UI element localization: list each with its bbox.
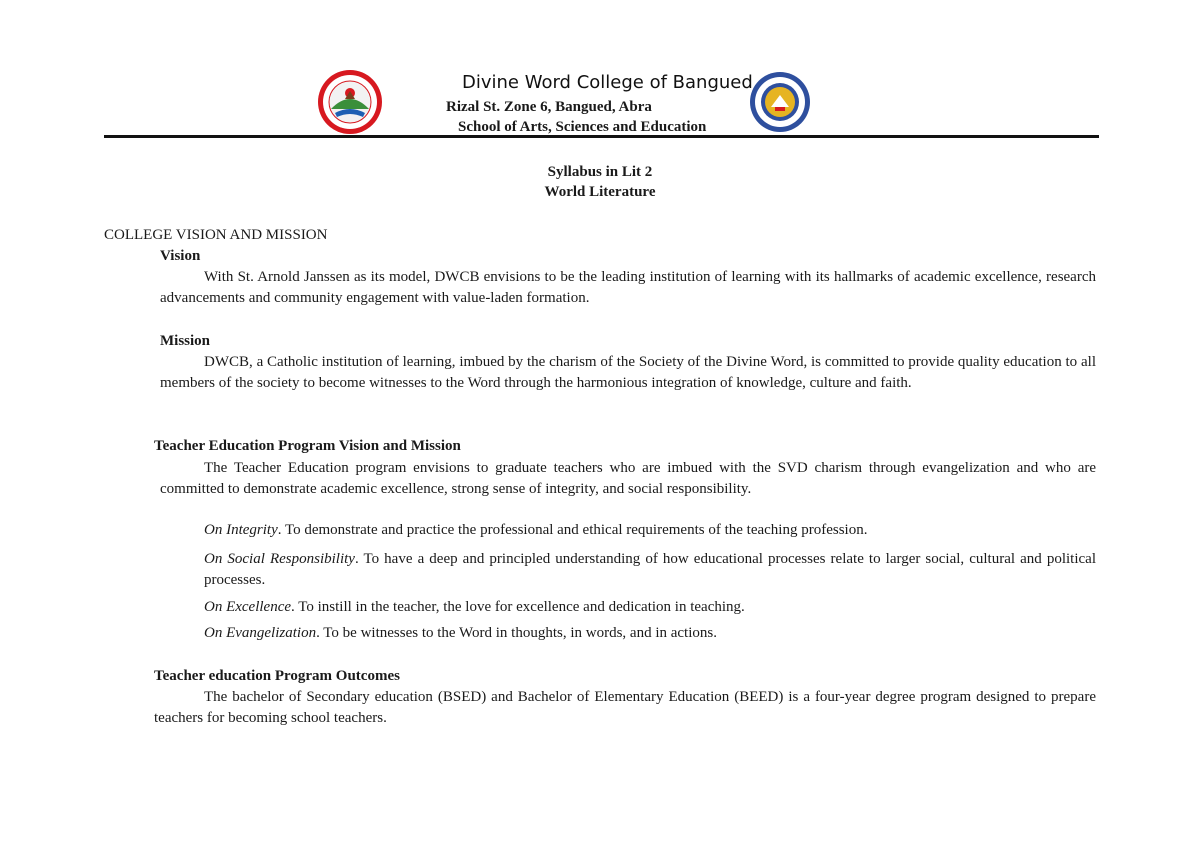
- school-seal-icon: [749, 69, 811, 135]
- objective-integrity: [204, 520, 1096, 541]
- objective-excellence: [204, 597, 1096, 618]
- mission-heading: Mission: [160, 333, 211, 349]
- objective-desc: . To have a deep and principled understanding of how educational processes relate to larger social, cultural and political processes.: [204, 551, 1096, 588]
- outcomes-text: The bachelor of Secondary education (BSED) and Bachelor of Elementary Education (BEED) is a four-year degree program designed to prepare teachers for becoming school teachers.: [154, 689, 1096, 726]
- college-name: Divine Word College of Bangued: [462, 72, 753, 93]
- outcomes-heading: Teacher education Program Outcomes: [154, 668, 400, 684]
- objective-term: On Excellence: [204, 599, 292, 615]
- objective-social-responsibility: [204, 549, 1096, 591]
- objective-evangelization: [204, 623, 1096, 644]
- college-seal-icon: [317, 69, 383, 135]
- objective-term: On Evangelization: [204, 625, 317, 641]
- teacher-program-heading: Teacher Education Program Vision and Mission: [154, 438, 461, 454]
- vision-heading: Vision: [160, 248, 201, 264]
- objective-term: On Social Responsibility: [204, 551, 355, 567]
- header-divider: [104, 135, 1099, 138]
- mission-text: DWCB, a Catholic institution of learning, imbued by the charism of the Society of the Divine Word, is committed to provide quality education to all members of the society to become witnesses to the Word through the harmonious integration of knowledge, culture and faith.: [160, 354, 1096, 391]
- teacher-program-text: The Teacher Education program envisions to graduate teachers who are imbued with the SVD charism through evangelization and who are committed to demonstrate academic excellence, strong sense of integrity, and social responsibility.: [160, 460, 1096, 497]
- college-vm-heading: COLLEGE VISION AND MISSION: [104, 227, 328, 243]
- school-name: School of Arts, Sciences and Education: [458, 119, 707, 135]
- objective-desc: . To demonstrate and practice the professional and ethical requirements of the teaching profession.: [277, 522, 868, 538]
- objective-desc: . To be witnesses to the Word in thoughts, in words, and in actions.: [316, 625, 717, 641]
- college-address: Rizal St. Zone 6, Bangued, Abra: [446, 99, 652, 115]
- objective-term: On Integrity: [204, 522, 278, 538]
- objective-desc: . To instill in the teacher, the love for excellence and dedication in teaching.: [291, 599, 745, 615]
- course-title: World Literature: [544, 184, 656, 200]
- vision-text: With St. Arnold Janssen as its model, DWCB envisions to be the leading institution of learning with its hallmarks of academic excellence, research advancements and community engagement with value-laden formation.: [160, 269, 1096, 306]
- syllabus-title: Syllabus in Lit 2: [547, 164, 653, 180]
